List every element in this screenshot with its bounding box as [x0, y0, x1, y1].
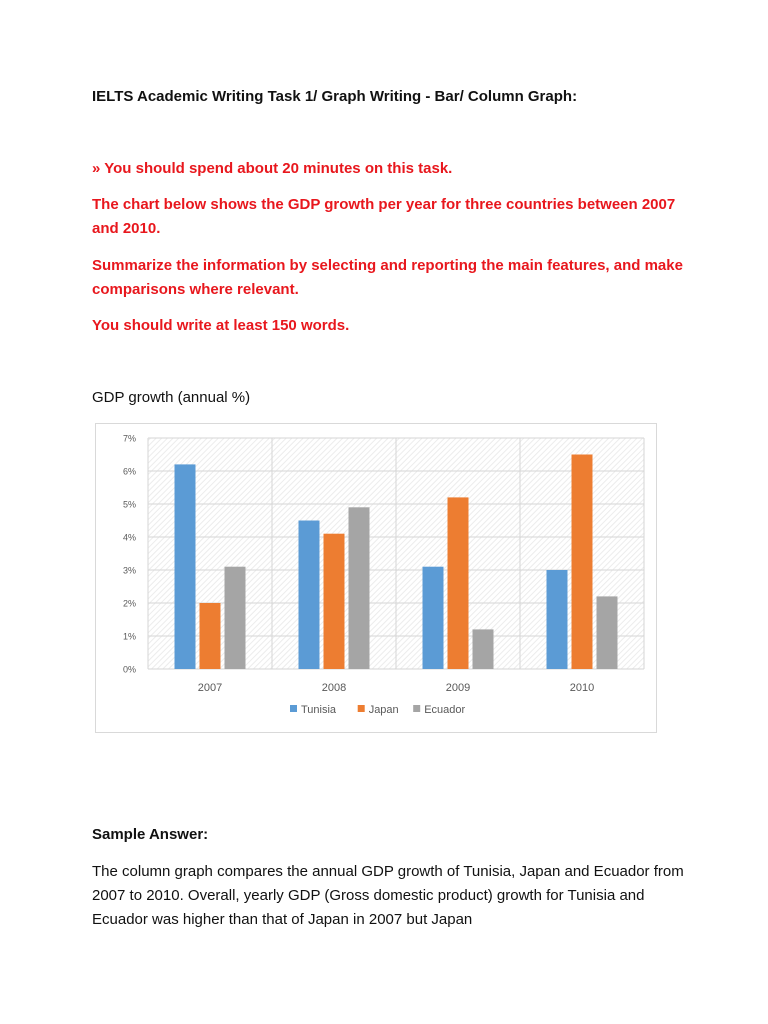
chart-caption: GDP growth (annual %)	[92, 389, 251, 406]
y-tick-label: 1%	[122, 631, 136, 642]
sample-answer-text: The column graph compares the annual GDP growth of Tunisia, Japan and Ecuador from 2007 to 2010. Overall, yearly GDP (Gross domestic product) growth for Tunisia and Ecuador was higher than that of Japan in 2007 but Japan	[92, 863, 684, 928]
bar-japan-2007	[200, 603, 221, 669]
instruction-chart-description: The chart below shows the GDP growth per year for three countries between 2007 and 2010.	[92, 196, 676, 237]
legend-swatch-tunisia	[290, 705, 297, 712]
x-tick-label: 2008	[321, 682, 347, 694]
bar-japan-2010	[572, 455, 593, 670]
bar-ecuador-2007	[225, 567, 246, 669]
instruction-summarize: Summarize the information by selecting and reporting the main features, and make comparisons where relevant.	[92, 257, 683, 298]
bar-tunisia-2010	[547, 570, 568, 669]
bar-japan-2008	[324, 534, 345, 669]
legend-label-japan: Japan	[368, 704, 399, 716]
y-tick-label: 0%	[122, 664, 136, 675]
y-tick-label: 2%	[122, 598, 136, 609]
gdp-chart-svg	[96, 424, 656, 732]
legend-swatch-japan	[358, 705, 365, 712]
bar-japan-2009	[448, 497, 469, 669]
document-heading: IELTS Academic Writing Task 1/ Graph Writing - Bar/ Column Graph:	[92, 88, 578, 105]
bar-tunisia-2009	[423, 567, 444, 669]
legend-label-tunisia: Tunisia	[301, 704, 337, 716]
bar-ecuador-2009	[473, 629, 494, 669]
bar-ecuador-2010	[597, 596, 618, 669]
x-tick-label: 2007	[197, 682, 223, 694]
y-tick-label: 6%	[122, 466, 136, 477]
y-tick-label: 7%	[122, 433, 136, 444]
instruction-time: » You should spend about 20 minutes on this task.	[92, 160, 453, 177]
gdp-chart	[95, 423, 657, 733]
legend-label-ecuador: Ecuador	[424, 704, 466, 716]
legend-swatch-ecuador	[413, 705, 420, 712]
x-tick-label: 2010	[569, 682, 595, 694]
bar-tunisia-2008	[299, 521, 320, 670]
instruction-word-count: You should write at least 150 words.	[92, 317, 350, 334]
y-tick-label: 5%	[122, 499, 136, 510]
y-tick-label: 4%	[122, 532, 136, 543]
x-tick-label: 2009	[445, 682, 471, 694]
y-tick-label: 3%	[122, 565, 136, 576]
bar-ecuador-2008	[349, 507, 370, 669]
bar-tunisia-2007	[175, 464, 196, 669]
sample-answer-title: Sample Answer:	[92, 826, 209, 843]
